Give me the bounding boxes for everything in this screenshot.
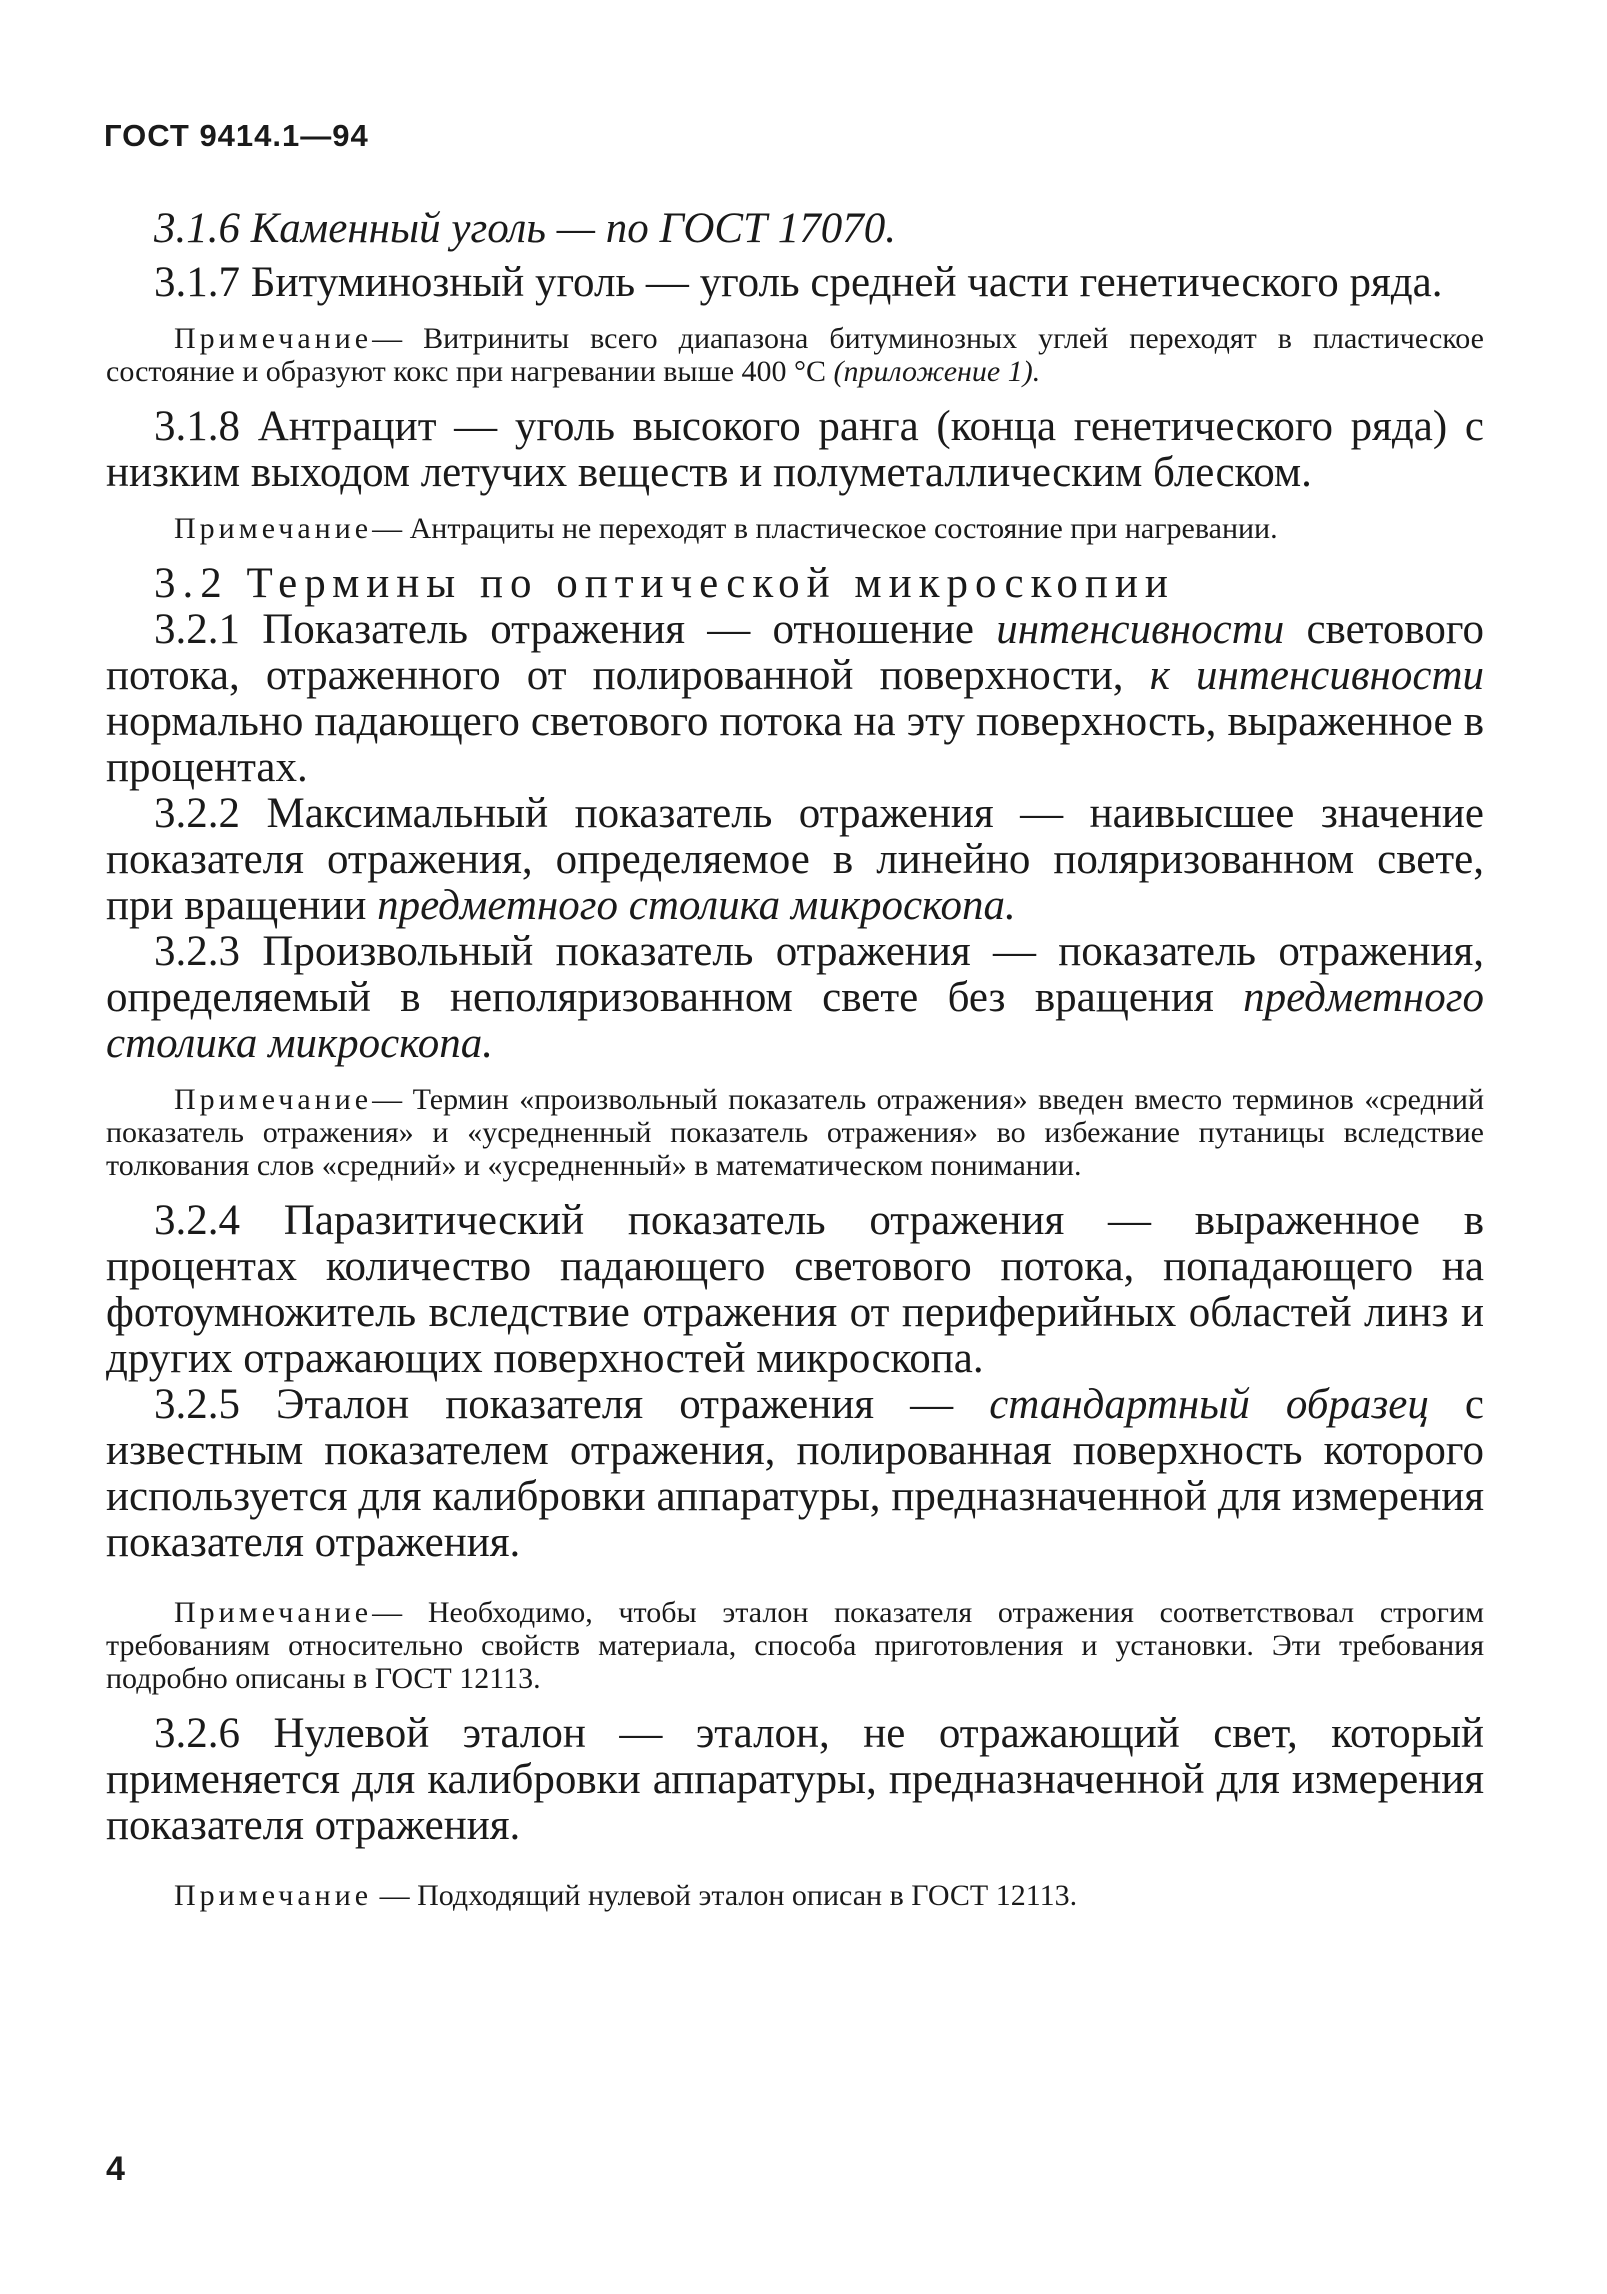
clause-text: 3.2.5 Эталон показателя отражения — bbox=[154, 1381, 990, 1428]
page-body bbox=[106, 206, 1484, 1912]
clause-italic: стандартный образец bbox=[989, 1381, 1429, 1428]
clause-text: 3.2.1 Показатель отражения — отношение bbox=[154, 606, 997, 653]
clause-3-1-6: 3.1.6 Каменный уголь — по ГОСТ 17070. bbox=[154, 205, 897, 252]
clause-3-2-5 bbox=[106, 1382, 1484, 1566]
section-3-2-title: 3.2 Термины по оптической микроскопии bbox=[154, 560, 1175, 607]
note-arbitrary-reflectance bbox=[106, 1083, 1484, 1182]
note-label: Примечание bbox=[174, 1083, 373, 1116]
note-reflectance-standard bbox=[106, 1596, 1484, 1695]
note-label: Примечание bbox=[174, 512, 373, 545]
clause-3-2-1 bbox=[106, 607, 1484, 791]
clause-text: 3.2.3 Произвольный показатель отражения — показатель отражения, определяемый в неполяризованном свете без вращения bbox=[106, 928, 1484, 1021]
clause-text: нормально падающего светового потока на эту поверхность, выраженное в процентах. bbox=[106, 698, 1484, 791]
note-appendix-ref: (приложение 1). bbox=[833, 355, 1041, 388]
document-header: ГОСТ 9414.1—94 bbox=[104, 118, 369, 153]
note-anthracite bbox=[106, 512, 1484, 545]
clause-italic: предметного столика микроскопа. bbox=[106, 974, 1484, 1067]
note-text: — Подходящий нулевой эталон описан в ГОСТ 12113. bbox=[372, 1879, 1078, 1912]
note-bituminous bbox=[106, 322, 1484, 388]
clause-italic: предметного столика микроскопа. bbox=[377, 882, 1016, 929]
clause-text: 3.2.2 Максимальный показатель отражения — наивысшее значение показателя отражения, определяемое в линейно поляризованном свете, при вращении bbox=[106, 790, 1484, 929]
clause-3-2-4: 3.2.4 Паразитический показатель отражения — выраженное в процентах количество падающего светового потока, попадающего на фотоумножитель вследствие отражения от периферийных областей линз и других отражающих поверхностей микроскопа. bbox=[106, 1197, 1484, 1382]
clause-3-2-2 bbox=[106, 791, 1484, 929]
clause-text: с известным показателем отражения, полированная поверхность которого используется для калибровки аппаратуры, предназначенной для измерения показателя отражения. bbox=[106, 1381, 1484, 1566]
clause-text: светового потока, отраженного от полированной поверхности, bbox=[106, 606, 1484, 699]
clause-italic: к интенсивности bbox=[1149, 652, 1485, 699]
note-text: — Необходимо, чтобы эталон показателя отражения соответствовал строгим требованиям относительно свойств материала, способа приготовления и установки. Эти требования подробно описаны в ГОСТ 12113. bbox=[106, 1596, 1484, 1695]
note-label: Примечание bbox=[174, 1879, 373, 1912]
clause-3-1-8: 3.1.8 Антрацит — уголь высокого ранга (конца генетического ряда) с низким выходом летучих веществ и полуметаллическим блеском. bbox=[106, 403, 1484, 496]
note-text: — Антрациты не переходят в пластическое состояние при нагревании. bbox=[372, 512, 1278, 545]
clause-3-2-6: 3.2.6 Нулевой эталон — эталон, не отражающий свет, который применяется для калибровки аппаратуры, предназначенной для измерения показателя отражения. bbox=[106, 1710, 1484, 1849]
clause-3-2-3 bbox=[106, 929, 1484, 1067]
note-label: Примечание bbox=[174, 322, 373, 355]
page-number: 4 bbox=[106, 2150, 125, 2188]
clause-3-1-7: 3.1.7 Битуминозный уголь — уголь средней части генетического ряда. bbox=[154, 259, 1443, 306]
clause-italic: интенсивности bbox=[996, 606, 1285, 653]
note-label: Примечание bbox=[174, 1596, 373, 1629]
note-text: — Витриниты всего диапазона битуминозных углей переходят в пластическое состояние и образуют кокс при нагревании выше 400 °С bbox=[106, 322, 1484, 388]
note-zero-standard bbox=[106, 1879, 1484, 1912]
note-text: — Термин «произвольный показатель отражения» введен вместо терминов «средний показатель отражения» и «усредненный показатель отражения» во избежание путаницы вследствие толкования слов «средний» и «усредненный» в математическом понимании. bbox=[106, 1083, 1484, 1182]
